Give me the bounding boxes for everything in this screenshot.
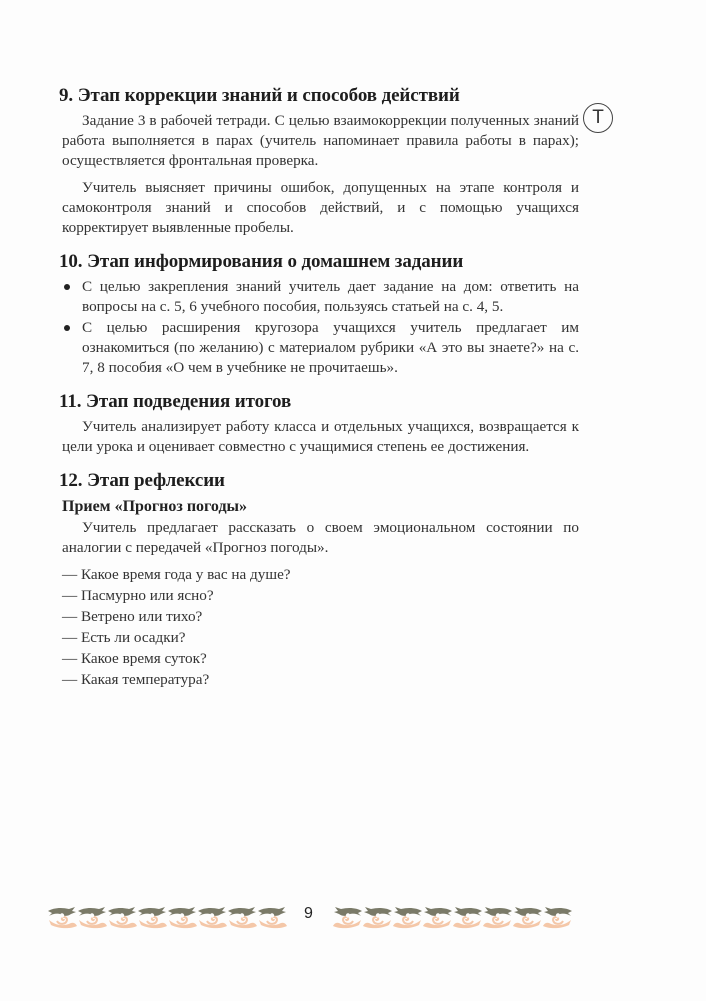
list-item bbox=[62, 277, 579, 317]
question-item: — Ветрено или тихо? bbox=[62, 608, 203, 625]
teacher-marker-icon bbox=[583, 103, 613, 133]
section-title: 9. Этап коррекции знаний и способов действий bbox=[59, 85, 460, 106]
paragraph: Учитель анализирует работу класса и отдельных учащихся, возвращается к цели урока и оценивает совместно с учащимися степень ее достижения. bbox=[62, 418, 579, 455]
paragraph: Учитель выясняет причины ошибок, допущенных на этапе контроля и самоконтроля знаний и способов действий, и с помощью учащихся корректирует выявленные пробелы. bbox=[62, 179, 579, 236]
wave-ornament-right-icon bbox=[333, 903, 573, 929]
bullet-icon bbox=[64, 284, 70, 290]
wave-ornament-left-icon bbox=[47, 903, 287, 929]
paragraph: Задание 3 в рабочей тетради. С целью взаимокоррекции полученных знаний работа выполняется в парах (учитель напоминает правила работы в парах); осуществляется фронтальная проверка. bbox=[62, 112, 579, 169]
teacher-marker-letter: T bbox=[592, 107, 604, 128]
question-item: — Какое время года у вас на душе? bbox=[62, 566, 291, 583]
question-item: — Пасмурно или ясно? bbox=[62, 587, 214, 604]
section-title: 12. Этап рефлексии bbox=[59, 470, 225, 491]
page-content bbox=[59, 84, 579, 702]
question-item: — Есть ли осадки? bbox=[62, 629, 186, 646]
section-10-homework bbox=[59, 250, 579, 378]
section-9-correction bbox=[59, 84, 579, 238]
bullet-list bbox=[62, 277, 579, 378]
bullet-icon bbox=[64, 325, 70, 331]
page-footer bbox=[0, 903, 706, 929]
technique-subtitle: Прием «Прогноз погоды» bbox=[62, 498, 248, 515]
section-11-summary bbox=[59, 390, 579, 457]
question-item: — Какая температура? bbox=[62, 671, 210, 688]
section-title: 10. Этап информирования о домашнем задании bbox=[59, 251, 464, 272]
paragraph: Учитель предлагает рассказать о своем эмоциональном состоянии по аналогии с передачей «Прогноз погоды». bbox=[62, 519, 579, 556]
question-list bbox=[62, 564, 579, 690]
question-item: — Какое время суток? bbox=[62, 650, 207, 667]
section-title: 11. Этап подведения итогов bbox=[59, 391, 292, 412]
list-item-text: С целью расширения кругозора учащихся учитель предлагает им ознакомиться (по желанию) с материалом рубрики «А это вы знаете?» на с. 7, 8 пособия «О чем в учебнике не прочитаешь». bbox=[82, 319, 579, 376]
list-item-text: С целью закрепления знаний учитель дает задание на дом: ответить на вопросы на с. 5, 6 учебного пособия, пользуясь статьей на с. 4, 5. bbox=[82, 278, 579, 315]
list-item bbox=[62, 318, 579, 378]
section-12-reflection bbox=[59, 469, 579, 690]
page-number: 9 bbox=[304, 905, 313, 922]
